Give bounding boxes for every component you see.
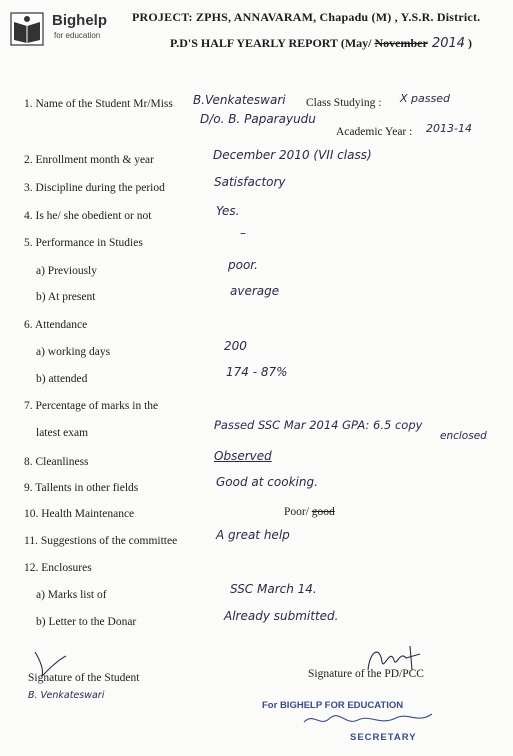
marks-list-label: a) Marks list of bbox=[36, 589, 107, 601]
marks-label-2: latest exam bbox=[36, 427, 89, 439]
report-title-prefix: P.D'S HALF YEARLY REPORT (May/ bbox=[170, 36, 375, 50]
report-title-suffix: ) bbox=[465, 36, 473, 50]
attended-label: b) attended bbox=[36, 373, 88, 385]
health-value-prefix: Poor/ bbox=[284, 506, 312, 518]
health-label: 10. Health Maintenance bbox=[24, 508, 135, 520]
attended-value: 174 - 87% bbox=[226, 365, 288, 379]
logo-name: Bighelp bbox=[52, 12, 107, 29]
logo-tagline: for education bbox=[54, 31, 101, 40]
stamp-line-2: SECRETARY bbox=[350, 732, 417, 743]
talents-value: Good at cooking. bbox=[216, 475, 318, 489]
obedient-label: 4. Is he/ she obedient or not bbox=[24, 210, 152, 222]
suggestions-value: A great help bbox=[216, 528, 290, 542]
obedient-value: Yes. bbox=[216, 204, 240, 218]
cleanliness-value: Observed bbox=[214, 449, 272, 463]
enroll-label: 2. Enrollment month & year bbox=[24, 154, 154, 166]
enroll-value: December 2010 (VII class) bbox=[213, 148, 372, 162]
letter-value: Already submitted. bbox=[224, 609, 339, 623]
discipline-label: 3. Discipline during the period bbox=[24, 182, 165, 194]
enclosures-label: 12. Enclosures bbox=[24, 562, 92, 574]
working-days-value: 200 bbox=[224, 339, 247, 353]
marks-list-value: SSC March 14. bbox=[230, 582, 317, 596]
performance-value: – bbox=[240, 226, 246, 240]
letter-label: b) Letter to the Donar bbox=[36, 616, 137, 628]
report-title bbox=[170, 36, 472, 51]
previously-label: a) Previously bbox=[36, 265, 98, 277]
year-label: Academic Year : bbox=[336, 126, 413, 138]
marks-value: Passed SSC Mar 2014 GPA: 6.5 copy bbox=[214, 418, 423, 432]
student-signature-label: Signature of the Student bbox=[28, 672, 140, 684]
present-value: average bbox=[230, 284, 280, 298]
report-title-year: 2014 bbox=[427, 36, 466, 51]
project-line: PROJECT: ZPHS, ANNAVARAM, Chapadu (M) , Y.S.R. District. bbox=[132, 10, 481, 24]
performance-label: 5. Performance in Studies bbox=[24, 237, 143, 249]
stamp-line-1: For BIGHELP FOR EDUCATION bbox=[262, 700, 404, 711]
bighelp-logo-icon bbox=[10, 12, 44, 46]
pd-signature-label: Signature of the PD/PCC bbox=[308, 668, 424, 680]
parent-value: D/o. B. Paparayudu bbox=[200, 112, 316, 126]
marks-label: 7. Percentage of marks in the bbox=[24, 400, 159, 412]
present-label: b) At present bbox=[36, 291, 96, 303]
name-label: 1. Name of the Student Mr/Miss bbox=[24, 98, 173, 110]
talents-label: 9. Tallents in other fields bbox=[24, 482, 139, 494]
discipline-value: Satisfactory bbox=[214, 175, 286, 189]
working-days-label: a) working days bbox=[36, 346, 111, 358]
health-value bbox=[284, 506, 335, 518]
class-value: X passed bbox=[400, 92, 450, 105]
attendance-label: 6. Attendance bbox=[24, 319, 88, 331]
suggestions-label: 11. Suggestions of the committee bbox=[24, 535, 178, 547]
stamp-signature-mark bbox=[300, 706, 440, 730]
report-title-struck: November bbox=[374, 36, 428, 50]
cleanliness-label: 8. Cleanliness bbox=[24, 456, 89, 468]
class-label: Class Studying : bbox=[306, 97, 382, 109]
name-value: B.Venkateswari bbox=[193, 93, 286, 107]
year-value: 2013-14 bbox=[426, 122, 472, 135]
health-value-struck: good bbox=[311, 506, 335, 518]
marks-value-2: enclosed bbox=[440, 430, 487, 442]
previously-value: poor. bbox=[228, 258, 258, 272]
student-signature-value: B. Venkateswari bbox=[28, 690, 105, 701]
